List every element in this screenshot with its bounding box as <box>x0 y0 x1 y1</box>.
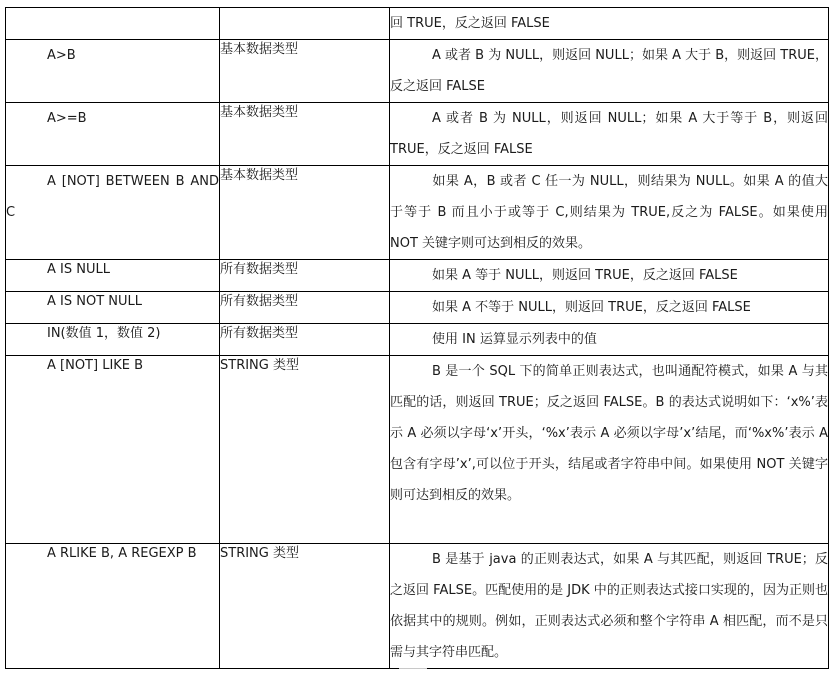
description-cell: 使用 IN 运算显示列表中的值 <box>390 324 829 356</box>
table-row <box>6 292 829 324</box>
operator-cell: A IS NULL <box>6 260 220 292</box>
type-cell <box>220 8 390 40</box>
description-cell: 回 TRUE，反之返回 FALSE <box>390 8 829 40</box>
type-cell: 基本数据类型 <box>220 103 390 166</box>
operator-cell: A [NOT] BETWEEN B AND C <box>6 166 220 260</box>
table-row <box>6 324 829 356</box>
operator-table <box>5 7 829 669</box>
description-cell: B 是基于 java 的正则表达式，如果 A 与其匹配，则返回 TRUE；反之返回 FALSE。匹配使用的是 JDK 中的正则表达式接口实现的，因为正则也依据其中的规则。例如，正则表达式必须和整个字符串 A 相匹配，而不是只需与其字符串匹配。 <box>390 544 829 669</box>
table-row <box>6 103 829 166</box>
description-cell: 如果 A 不等于 NULL，则返回 TRUE，反之返回 FALSE <box>390 292 829 324</box>
page-edge-mark <box>399 668 427 669</box>
type-cell: 所有数据类型 <box>220 260 390 292</box>
table-row <box>6 166 829 260</box>
operator-cell: A RLIKE B, A REGEXP B <box>6 544 220 669</box>
operator-cell: A IS NOT NULL <box>6 292 220 324</box>
table-row <box>6 260 829 292</box>
type-cell: 基本数据类型 <box>220 166 390 260</box>
type-cell: 所有数据类型 <box>220 292 390 324</box>
description-cell: A 或者 B 为 NULL，则返回 NULL；如果 A 大于等于 B，则返回 TRUE，反之返回 FALSE <box>390 103 829 166</box>
table-row <box>6 544 829 669</box>
operator-cell: IN(数值 1，数值 2) <box>6 324 220 356</box>
description-cell: 如果 A，B 或者 C 任一为 NULL，则结果为 NULL。如果 A 的值大于等于 B 而且小于或等于 C,则结果为 TRUE,反之为 FALSE。如果使用 NOT 关键字则可达到相反的效果。 <box>390 166 829 260</box>
operator-cell: A>=B <box>6 103 220 166</box>
type-cell: STRING 类型 <box>220 544 390 669</box>
type-cell: 基本数据类型 <box>220 40 390 103</box>
table-row <box>6 356 829 544</box>
operator-cell: A>B <box>6 40 220 103</box>
type-cell: STRING 类型 <box>220 356 390 544</box>
type-cell: 所有数据类型 <box>220 324 390 356</box>
description-cell: 如果 A 等于 NULL，则返回 TRUE，反之返回 FALSE <box>390 260 829 292</box>
operator-cell <box>6 8 220 40</box>
table-row <box>6 40 829 103</box>
description-cell: B 是一个 SQL 下的简单正则表达式，也叫通配符模式，如果 A 与其匹配的话，则返回 TRUE；反之返回 FALSE。B 的表达式说明如下：‘x%’表示 A 必须以字母‘x’开头，‘%x’表示 A 必须以字母’x’结尾，而‘%x%’表示 A 包含有字母’x’,可以位于开头，结尾或者字符串中间。如果使用 NOT 关键字则可达到相反的效果。 <box>390 356 829 544</box>
table-row <box>6 8 829 40</box>
operator-cell: A [NOT] LIKE B <box>6 356 220 544</box>
description-cell: A 或者 B 为 NULL，则返回 NULL；如果 A 大于 B，则返回 TRUE，反之返回 FALSE <box>390 40 829 103</box>
